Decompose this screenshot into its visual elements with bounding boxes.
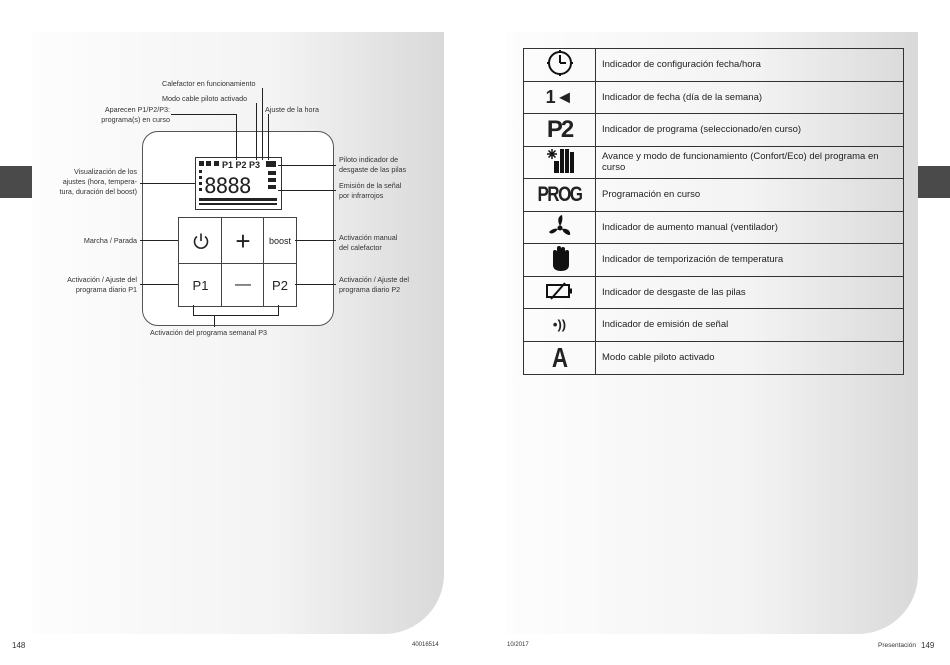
callout-line — [171, 114, 237, 115]
table-row — [524, 276, 904, 309]
label-pilot-mode: Modo cable piloto activado — [162, 94, 248, 103]
label-p2: Activación / Ajuste del programa diario P2 — [339, 275, 409, 294]
program-p2-icon: P2 — [524, 114, 596, 147]
callout-line — [268, 114, 269, 160]
callout-line — [278, 190, 336, 191]
legend-text: Indicador de aumento manual (ventilador) — [596, 211, 904, 244]
callout-line — [140, 183, 195, 184]
legend-text: Indicador de fecha (día de la semana) — [596, 81, 904, 114]
comfort-eco-icon — [545, 147, 575, 175]
fan-icon — [547, 213, 573, 239]
table-row — [524, 146, 904, 179]
page-number-left: 148 — [12, 641, 26, 650]
label-heater-on: Calefactor en funcionamiento — [162, 79, 256, 88]
label-time-set: Ajuste de la hora — [265, 105, 319, 114]
left-section-tab — [0, 166, 32, 198]
signal-icon: •)) — [524, 309, 596, 342]
label-manual-heater: Activación manual del calefactor — [339, 233, 398, 252]
power-button[interactable] — [178, 217, 223, 265]
legend-text: Indicador de emisión de señal — [596, 309, 904, 342]
callout-line — [278, 165, 336, 166]
indicator-legend-table — [523, 48, 904, 375]
callout-line — [236, 114, 237, 160]
table-row — [524, 211, 904, 244]
table-row — [524, 244, 904, 277]
icon-cell — [524, 244, 596, 277]
right-section-tab — [918, 166, 950, 198]
label-p1: Activación / Ajuste del programa diario P1 — [67, 275, 137, 294]
date-footer: 10/2017 — [507, 642, 529, 648]
icon-cell — [524, 276, 596, 309]
icon-cell — [524, 211, 596, 244]
callout-line — [256, 103, 257, 160]
callout-line — [214, 315, 215, 327]
boost-button[interactable]: boost — [263, 217, 297, 265]
p1-button[interactable]: P1 — [178, 263, 223, 307]
lcd-screen — [195, 157, 282, 210]
label-battery: Piloto indicador de desgaste de las pilas — [339, 155, 407, 174]
table-row — [524, 49, 904, 82]
callout-line — [193, 315, 279, 316]
table-row — [524, 81, 904, 114]
legend-text: Programación en curso — [596, 179, 904, 212]
pilot-a-icon: A — [531, 341, 589, 374]
callout-line — [262, 88, 263, 160]
icon-cell — [524, 146, 596, 179]
icon-cell — [524, 49, 596, 82]
legend-text: Indicador de temporización de temperatura — [596, 244, 904, 277]
table-row — [524, 114, 904, 147]
legend-text: Avance y modo de funcionamiento (Confort/Eco) del programa en curso — [596, 146, 904, 179]
prog-icon: PROG — [524, 174, 596, 215]
label-p3: Activación del programa semanal P3 — [150, 328, 268, 337]
hand-icon — [549, 244, 571, 272]
plus-button[interactable]: + — [221, 217, 265, 265]
callout-line — [295, 240, 336, 241]
svg-text:P1 P2 P3: P1 P2 P3 — [222, 160, 261, 170]
p2-button[interactable]: P2 — [263, 263, 297, 307]
label-on-off: Marcha / Parada — [83, 236, 137, 245]
lcd-segments-icon — [196, 158, 281, 209]
svg-text:8888: 8888 — [204, 174, 251, 198]
clock-icon — [546, 49, 574, 77]
battery-icon — [545, 282, 575, 300]
section-footer: Presentación — [878, 642, 916, 649]
callout-line — [295, 284, 336, 285]
page-number-right: 149 — [921, 641, 935, 650]
table-row — [524, 309, 904, 342]
legend-text: Modo cable piloto activado — [596, 341, 904, 374]
label-programs: Aparecen P1/P2/P3: programa(s) en curso — [101, 105, 170, 124]
table-row — [524, 341, 904, 374]
callout-line — [140, 284, 178, 285]
legend-text: Indicador de configuración fecha/hora — [596, 49, 904, 82]
callout-line — [140, 240, 178, 241]
label-settings-view: Visualización de los ajustes (hora, tempera- tura, duración del boost) — [59, 167, 137, 196]
table-row — [524, 179, 904, 212]
day-indicator-icon: 1◄ — [524, 81, 596, 114]
minus-button[interactable]: — — [221, 263, 265, 307]
doc-code: 40016514 — [412, 642, 439, 648]
power-icon — [192, 232, 210, 250]
label-ir: Emisión de la señal por infrarrojos — [339, 181, 402, 200]
legend-text: Indicador de programa (seleccionado/en curso) — [596, 114, 904, 147]
legend-text: Indicador de desgaste de las pilas — [596, 276, 904, 309]
